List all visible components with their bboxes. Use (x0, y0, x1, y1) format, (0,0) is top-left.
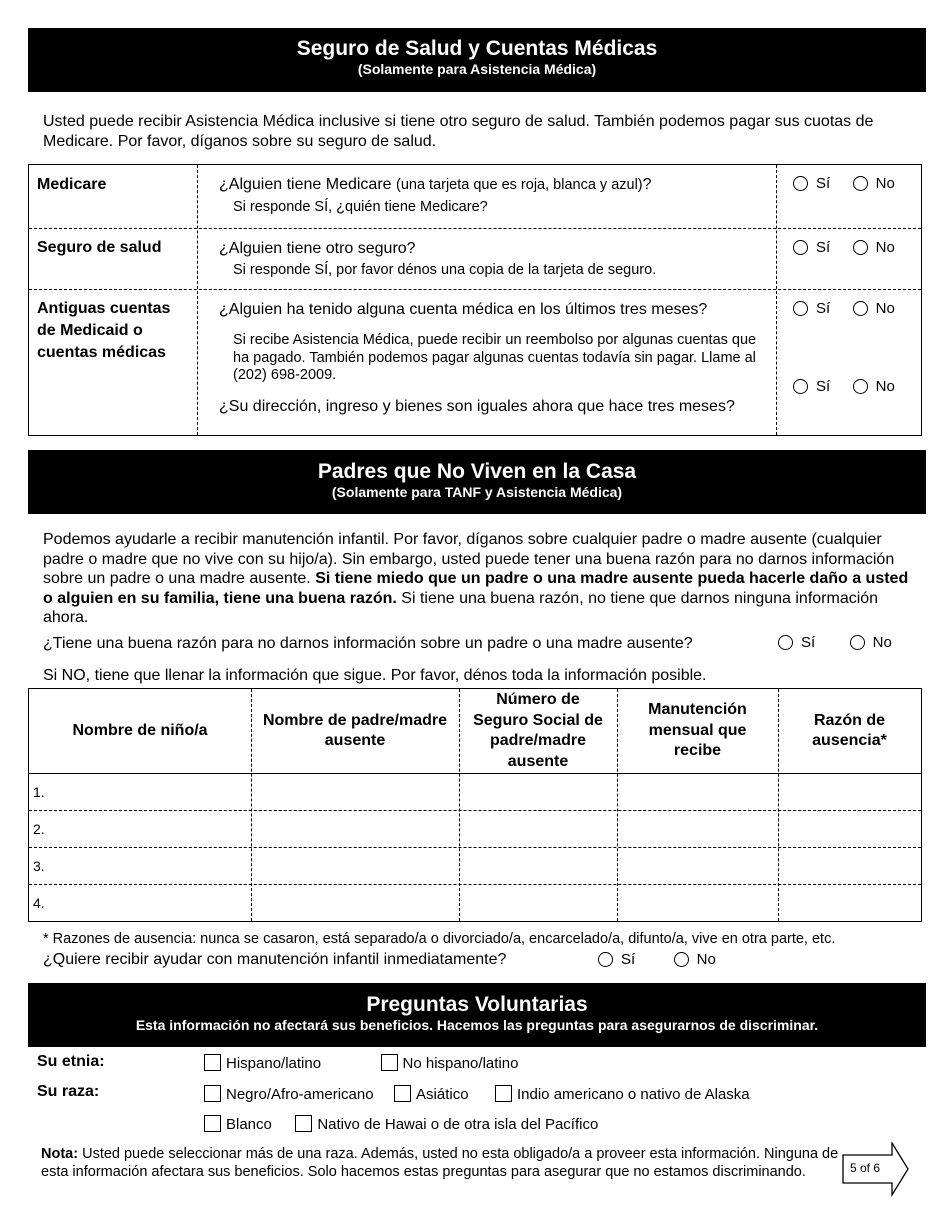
old-bills-question: ¿Alguien ha tenido alguna cuenta médica en los últimos tres meses? (219, 301, 708, 318)
old-bills-answer (793, 300, 895, 318)
american-indian-checkbox[interactable]: Indio americano o nativo de Alaska (495, 1085, 750, 1103)
good-reason-no-radio[interactable]: No (850, 634, 892, 651)
race-options-row-1 (204, 1085, 750, 1104)
column-header-absence-reason: Razón de ausencia* (812, 711, 887, 749)
old-bills-followup: Si recibe Asistencia Médica, puede recibir un reembolso por algunas cuentas que ha pagado. También podemos pagar algunas cuentas todavía sin pagar. Llame al (202) 698-2009. (233, 332, 757, 383)
voluntary-note: Nota: Usted puede seleccionar más de una raza. Además, usted no esta obligado/a a proveer esta información. Ninguna de esta información afectara sus beneficios. Solo hacemos estas preguntas para asegurar que no estamos discriminando. (41, 1146, 839, 1180)
white-checkbox[interactable]: Blanco (204, 1115, 272, 1133)
table-row[interactable]: 2. (33, 821, 45, 837)
child-support-no-radio[interactable]: No (674, 951, 716, 968)
column-header-support: Manutención mensual que recibe (648, 701, 747, 760)
insurance-label: Seguro de salud (37, 239, 162, 256)
page-indicator[interactable] (842, 1142, 912, 1203)
health-insurance-table (28, 164, 922, 436)
absent-parents-table (28, 688, 922, 922)
column-header-parent-name: Nombre de padre/madre ausente (262, 711, 448, 749)
medicare-yes-radio[interactable]: Sí (793, 175, 830, 192)
race-label: Su raza: (37, 1083, 100, 1100)
voluntary-section-title: Preguntas Voluntarias (366, 993, 588, 1016)
absence-reasons-footnote: * Razones de ausencia: nunca se casaron, está separado/a o divorciado/a, encarcelado/a, difunto/a, vive en otra parte, etc. (43, 931, 836, 947)
if-no-instruction: Si NO, tiene que llenar la información que sigue. Por favor, dénos toda la información posible. (43, 667, 707, 684)
old-bills-label: Antiguas cuentas de Medicaid o cuentas médicas (37, 300, 171, 361)
old-bills-yes-radio[interactable]: Sí (793, 300, 830, 317)
insurance-followup: Si responde SÍ, por favor dénos una copia de la tarjeta de seguro. (233, 262, 657, 278)
parents-section-header (28, 450, 926, 514)
medicare-no-radio[interactable]: No (853, 175, 895, 192)
medicare-followup: Si responde SÍ, ¿quién tiene Medicare? (233, 199, 488, 215)
insurance-yes-radio[interactable]: Sí (793, 239, 830, 256)
pacific-islander-checkbox[interactable]: Nativo de Hawai o de otra isla del Pacífico (295, 1115, 598, 1133)
good-reason-yes-radio[interactable]: Sí (778, 634, 815, 651)
non-hispanic-checkbox[interactable]: No hispano/latino (381, 1054, 519, 1072)
table-row[interactable]: 3. (33, 858, 45, 874)
table-row[interactable]: 1. (33, 784, 45, 800)
parents-intro: Podemos ayudarle a recibir manutención infantil. Por favor, díganos sobre cualquier padre o madre ausente (cualquier padre o madre que no vive con su hijo/a). Sin embargo, usted puede tener una buena razón para no darnos información sobre un padre o una madre ausente. Si tiene miedo que un padre o una madre ausente pueda hacerle daño a usted o alguien en su familia, tiene una buena razón. Si tiene una buena razón, no tiene que darnos ninguna información ahora. (43, 531, 909, 626)
child-support-answer (598, 951, 716, 969)
medicare-label: Medicare (37, 176, 107, 193)
parents-section-title: Padres que No Viven en la Casa (317, 460, 637, 483)
medicare-question: ¿Alguien tiene Medicare (una tarjeta que es roja, blanca y azul)? (219, 176, 652, 193)
insurance-no-radio[interactable]: No (853, 239, 895, 256)
child-support-question: ¿Quiere recibir ayudar con manutención infantil inmediatamente? (43, 951, 507, 968)
health-section-subtitle: (Solamente para Asistencia Médica) (357, 61, 597, 77)
insurance-answer (793, 239, 895, 257)
health-section-title: Seguro de Salud y Cuentas Médicas (296, 37, 658, 60)
voluntary-section-header (28, 983, 926, 1047)
old-bills-no-radio[interactable]: No (853, 300, 895, 317)
medicare-answer (793, 175, 895, 193)
good-reason-answer (778, 634, 892, 652)
insurance-question: ¿Alguien tiene otro seguro? (219, 240, 416, 257)
column-header-child-name: Nombre de niño/a (72, 721, 208, 739)
column-header-ssn: Número de Seguro Social de padre/madre ausente (473, 691, 603, 770)
good-reason-question: ¿Tiene una buena razón para no darnos información sobre un padre o una madre ausente? (43, 635, 693, 652)
ethnicity-options (204, 1054, 518, 1073)
voluntary-section-subtitle: Esta información no afectará sus beneficios. Hacemos las preguntas para asegurarnos de discriminar. (135, 1017, 819, 1033)
asian-checkbox[interactable]: Asiático (394, 1085, 469, 1103)
parents-section-subtitle: (Solamente para TANF y Asistencia Médica) (331, 484, 623, 500)
hispanic-checkbox[interactable]: Hispano/latino (204, 1054, 321, 1072)
same-address-question: ¿Su dirección, ingreso y bienes son iguales ahora que hace tres meses? (219, 398, 735, 415)
black-checkbox[interactable]: Negro/Afro-americano (204, 1085, 374, 1103)
race-options-row-2 (204, 1115, 598, 1134)
same-address-answer (793, 378, 895, 396)
same-address-yes-radio[interactable]: Sí (793, 378, 830, 395)
same-address-no-radio[interactable]: No (853, 378, 895, 395)
page-number: 5 of 6 (850, 1161, 881, 1175)
table-row[interactable]: 4. (33, 895, 45, 911)
ethnicity-label: Su etnia: (37, 1053, 105, 1070)
child-support-yes-radio[interactable]: Sí (598, 951, 635, 968)
health-section-header (28, 28, 926, 92)
health-intro: Usted puede recibir Asistencia Médica inclusive si tiene otro seguro de salud. También podemos pagar sus cuotas de Medicare. Por favor, díganos sobre su seguro de salud. (43, 113, 874, 150)
